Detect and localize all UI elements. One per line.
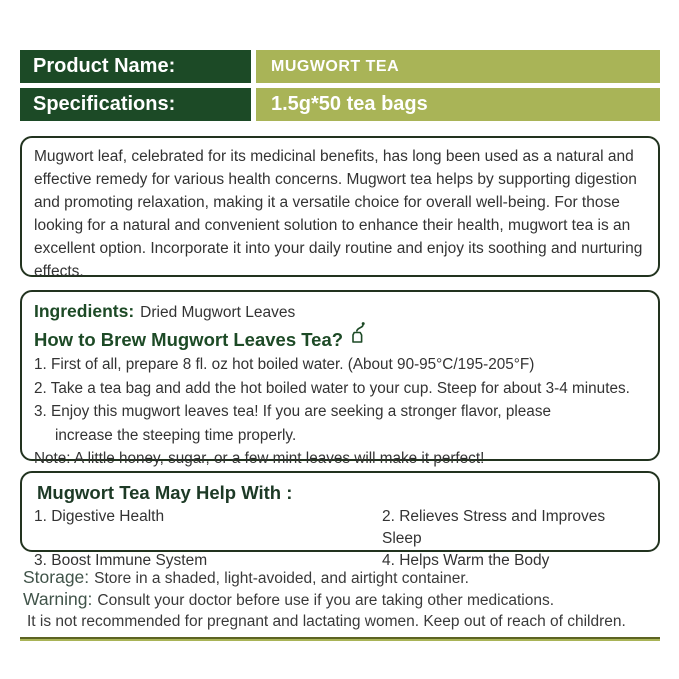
specifications-row [20, 88, 660, 121]
brew-box [20, 290, 660, 467]
storage-label: Storage: [23, 567, 90, 587]
warning-text-2: It is not recommended for pregnant and lactating women. Keep out of reach of children. [27, 613, 626, 630]
ingredients-label: Ingredients: [34, 301, 135, 321]
warning-label: Warning: [23, 589, 93, 609]
bottom-divider [20, 637, 660, 641]
benefits-box [20, 471, 660, 569]
brew-step: 2. Take a tea bag and add the hot boiled water to your cup. Steep for about 3-4 minutes. [34, 379, 630, 397]
warning-line-2 [23, 611, 660, 632]
product-name-value: MUGWORT TEA [256, 50, 660, 83]
benefits-title: Mugwort Tea May Help With : [37, 482, 293, 503]
benefit-item: 1. Digestive Health [34, 508, 165, 525]
product-name-row [20, 50, 660, 83]
benefit-item: 3. Boost Immune System [34, 552, 208, 569]
ingredients-line [34, 299, 646, 325]
howto-line [34, 325, 646, 353]
brew-step: 3. Enjoy this mugwort leaves tea! If you are seeking a stronger flavor, please [34, 403, 551, 420]
benefit-item: 4. Helps Warm the Body [382, 552, 550, 569]
warning-text: Consult your doctor before use if you are taking other medications. [97, 592, 555, 609]
product-name-label: Product Name: [20, 50, 251, 83]
howto-title: How to Brew Mugwort Leaves Tea? [34, 328, 344, 350]
specifications-value: 1.5g*50 tea bags [256, 88, 660, 121]
description-text: Mugwort leaf, celebrated for its medicinal benefits, has long been used as a natural and effective remedy for various health concerns. Mugwort tea helps by supporting digestion and promoting relaxation, making it a versatile choice for overall well-being. For those looking for a natural and convenient solution to enhance their health, mugwort tea is an excellent option. Incorporate it into your daily routine and enjoy its soothing and nurturing effects. [34, 148, 643, 280]
warning-line [23, 589, 660, 611]
specifications-label: Specifications: [20, 88, 251, 121]
storage-text: Store in a shaded, light-avoided, and airtight container. [94, 570, 469, 587]
benefit-item: 2. Relieves Stress and Improves Sleep [382, 508, 606, 547]
brew-step-continuation: increase the steeping time properly. [55, 426, 297, 444]
ingredients-value: Dried Mugwort Leaves [140, 304, 296, 321]
brew-step: 1. First of all, prepare 8 fl. oz hot boiled water. (About 90-95°C/195-205°F) [34, 356, 535, 373]
description-box [20, 136, 660, 280]
brew-note: Note: A little honey, sugar, or a few mint leaves will make it perfect! [34, 450, 485, 467]
benefits-grid [34, 506, 646, 572]
storage-warning-section [20, 567, 660, 632]
teabag-icon [352, 321, 367, 353]
